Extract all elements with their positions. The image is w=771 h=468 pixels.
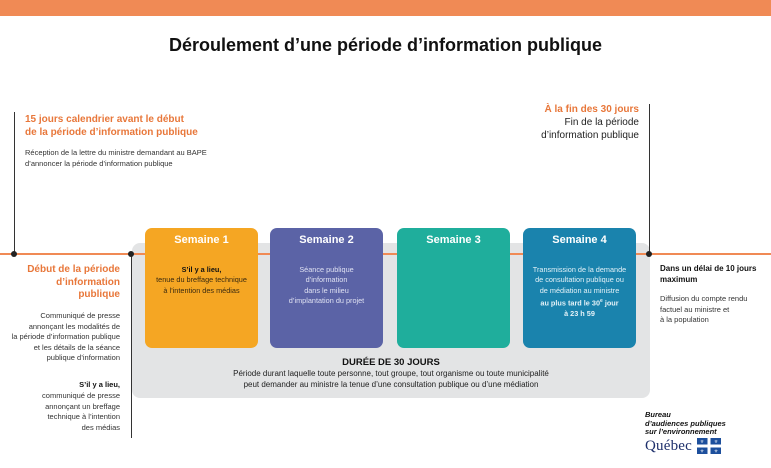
begin-connector-line [131,254,132,438]
start-connector-line [14,112,15,254]
end-connector-line [649,104,650,254]
timeline-axis [0,253,771,255]
pre-period-text-line: Réception de la lettre du ministre demandant au BAPE [25,148,207,157]
period-start-heading-line: Début de la période [27,264,120,275]
report-deadline-text-line: factuel au ministre et [660,304,730,314]
week-4-text-line: Transmission de la demande [532,265,627,274]
week-3-card [397,228,510,348]
week-1-condition: S’il y a lieu, [181,265,222,274]
week-2-label: Semaine 2 [299,234,354,246]
week-4-label: Semaine 4 [552,234,607,246]
press-briefing-text-line: communiqué de presse [42,391,120,400]
pre-period-description [25,148,255,169]
period-start-heading-line: d’information [56,276,120,288]
week-4-text-line: de médiation au ministre [539,285,620,295]
report-deadline-text-line: Diffusion du compte rendu [660,294,748,303]
week-4-deadline-day: au plus tard le 30 [540,298,601,308]
pre-period-heading-line: 15 jours calendrier avant le début [25,114,184,125]
week-4-deadline-time: à 23 h 59 [564,309,595,319]
week-1-text-line: à l’intention des médias [163,285,240,295]
pre-period-heading [25,114,255,139]
svg-text:⚜: ⚜ [713,440,719,446]
pre-period-heading-line: de la période d’information publique [25,126,198,138]
quebec-wordmark: Québec [645,437,693,454]
period-start-text-line: et les détails de la séance [33,342,120,352]
timeline-marker-begin [128,251,134,257]
week-4-deadline-unit: jour [602,298,619,308]
period-start-text-line: annonçant les modalités de [28,321,120,331]
week-4-deadline-line [529,296,630,309]
report-deadline-heading-line: maximum [660,274,698,284]
duration-text-line: Période durant laquelle toute personne, tout groupe, tout organisme ou toute municipalité [233,369,549,378]
week-2-text-line: d’implantation du projet [288,296,365,306]
bape-name-line: Bureau [645,410,671,419]
top-accent-bar [0,0,771,16]
week-2-body [270,252,383,307]
quebec-signature [645,438,765,455]
bape-name-line: sur l’environnement [645,427,717,436]
svg-text:⚜: ⚜ [713,449,719,454]
press-briefing-text-line: annonçant un breffage [45,401,120,411]
press-briefing-description [8,391,120,433]
week-1-body [145,252,258,296]
week-3-label: Semaine 3 [426,234,481,246]
week-4-card [523,228,636,348]
timeline-marker-start [11,251,17,257]
report-deadline-heading-line: Dans un délai de 10 jours [660,264,757,273]
period-start-text-line: la période d’information publique [11,332,120,341]
period-start-heading-line: publique [78,289,120,300]
duration-text-line: peut demander au ministre la tenue d’une consultation publique ou d’une médiation [243,379,539,389]
week-1-text-line: tenue du breffage technique [156,275,247,285]
period-start-text-line: publique d’information [46,353,120,362]
week-4-deadline-suffix: e [600,298,603,305]
report-deadline-heading [660,264,768,285]
bape-logo [645,411,765,455]
press-briefing-heading: S’il y a lieu, [79,380,120,389]
bape-name-line: d’audiences publiques [645,418,726,428]
report-deadline-description [660,294,765,326]
svg-text:⚜: ⚜ [699,449,705,454]
page-title: Déroulement d’une période d’information publique [168,35,602,55]
timeline-marker-end [646,251,652,257]
end-period-text-line: Fin de la période [564,117,639,128]
duration-block [140,357,642,390]
end-period-text-line: d’information publique [541,129,639,141]
press-briefing-text-line: des médias [81,422,120,432]
week-1-label: Semaine 1 [174,234,229,246]
week-2-text-line: d’information [305,275,348,285]
pre-period-text-line: d’annoncer la période d’information publique [25,158,173,168]
week-2-card [270,228,383,348]
press-briefing-text-line: technique à l’intention [47,412,120,421]
quebec-flag-icon [697,438,721,454]
week-4-text-line: de consultation publique ou [535,275,624,285]
week-2-text-line: Séance publique [299,265,354,274]
end-period-description [439,117,639,142]
period-start-heading [10,264,120,302]
period-start-text-line: Communiqué de presse [40,311,120,320]
end-period-heading: À la fin des 30 jours [544,104,639,115]
report-deadline-text-line: à la population [660,315,709,324]
week-4-body [523,252,636,319]
duration-title: DURÉE DE 30 JOURS [342,357,440,368]
period-start-description [8,311,120,364]
week-2-text-line: dans le milieu [304,285,349,295]
bape-name [645,411,765,437]
duration-description [140,369,642,390]
week-1-card [145,228,258,348]
svg-text:⚜: ⚜ [699,440,705,446]
